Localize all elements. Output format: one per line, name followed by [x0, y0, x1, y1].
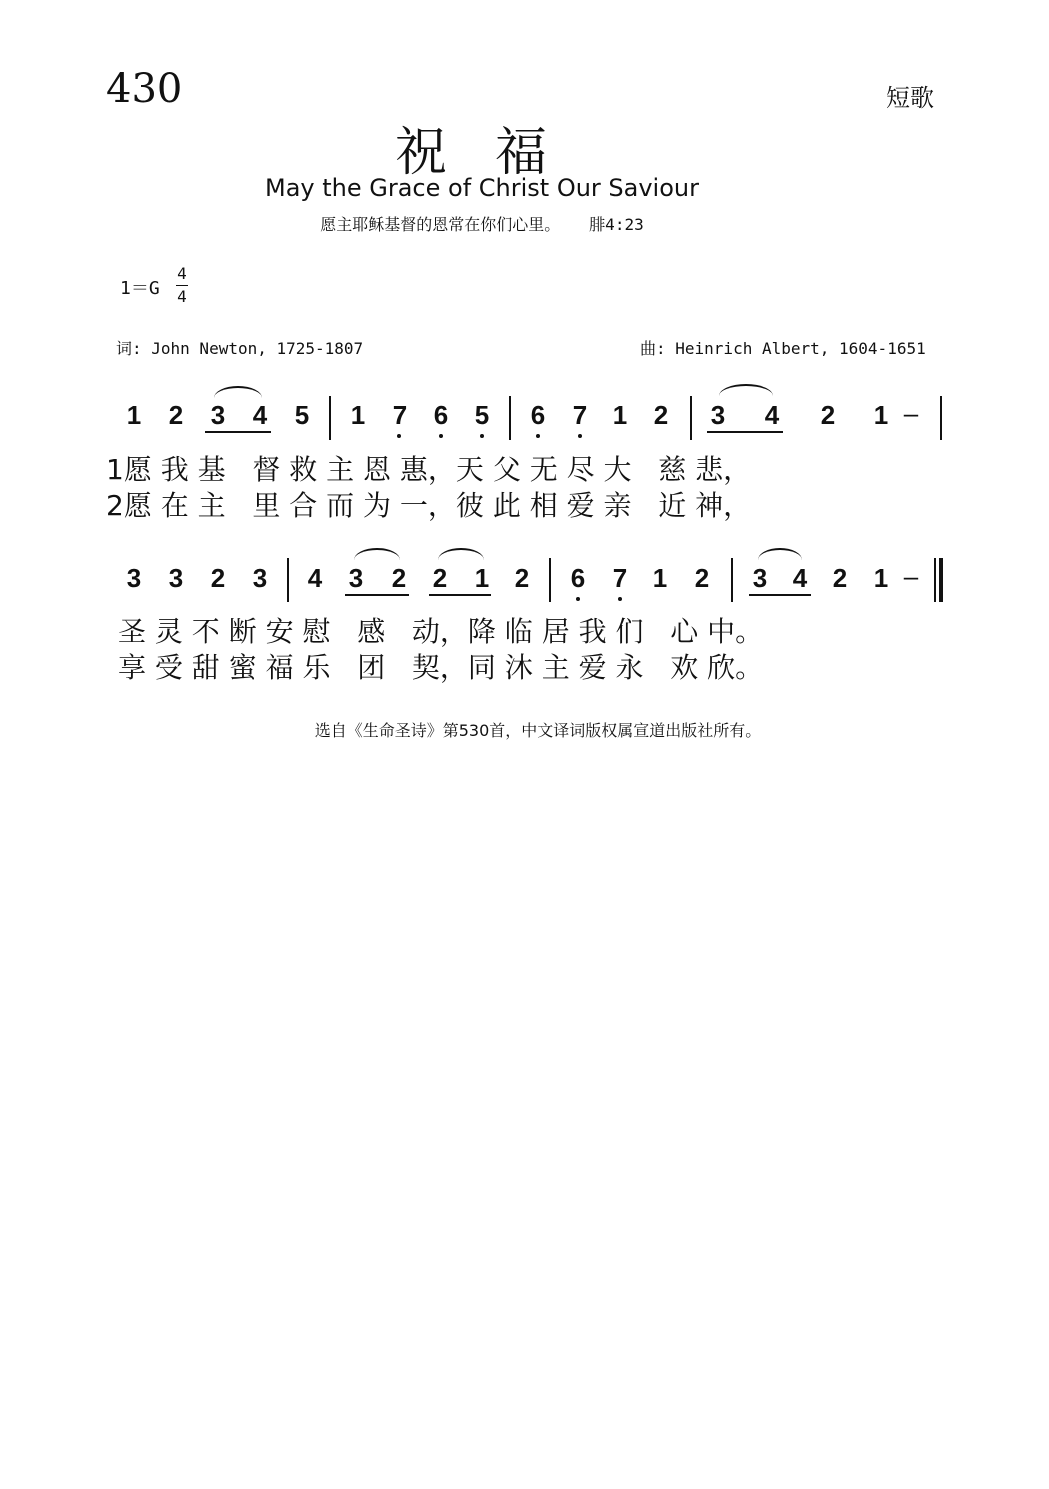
note: 2: [694, 563, 710, 593]
note: 2: [832, 563, 848, 593]
underline-beam: [345, 594, 409, 596]
low-octave-dot: [578, 434, 582, 438]
underline-beam: [707, 431, 783, 433]
low-octave-dot: [480, 434, 484, 438]
note: 7: [572, 400, 588, 430]
note-extension: –: [903, 561, 919, 591]
low-octave-dot: [439, 434, 443, 438]
note: 3: [168, 563, 184, 593]
title-chinese: 祝福: [394, 123, 595, 183]
lyrics-line-2-verse-1: 圣 灵 不 断 安 慰 感 动，降 临 居 我 们 心 中。: [118, 615, 764, 648]
note: 2: [820, 400, 836, 430]
slur-arc: [719, 384, 773, 396]
bar-line: [731, 558, 733, 602]
note: 4: [307, 563, 323, 593]
time-signature-divider: [176, 285, 188, 286]
note: 5: [474, 400, 490, 430]
note: 5: [294, 400, 310, 430]
lyrics-line-1-verse-2: 2愿 在 主 里 合 而 为 一，彼 此 相 爱 亲 近 神，: [106, 489, 752, 522]
bar-line: [690, 396, 692, 440]
underline-beam: [749, 594, 811, 596]
note: 1: [126, 400, 142, 430]
title-english: May the Grace of Christ Our Saviour: [264, 174, 699, 202]
slur-arc: [758, 548, 802, 560]
slur-arc: [438, 548, 484, 560]
note: 1: [612, 400, 628, 430]
note: 6: [433, 400, 449, 430]
note: 6: [530, 400, 546, 430]
note: 1: [350, 400, 366, 430]
slur-arc: [354, 548, 400, 560]
note: 7: [392, 400, 408, 430]
low-octave-dot: [536, 434, 540, 438]
scripture-reference: 愿主耶稣基督的恩常在你们心里。 腓4:23: [320, 215, 644, 234]
underline-beam: [429, 594, 491, 596]
note: 2: [391, 563, 407, 593]
bar-line: [287, 558, 289, 602]
hymn-category: 短歌: [886, 84, 934, 112]
note: 2: [210, 563, 226, 593]
bar-line: [509, 396, 511, 440]
low-octave-dot: [397, 434, 401, 438]
note: 1: [474, 563, 490, 593]
final-bar-line: [934, 558, 936, 602]
note-extension: –: [903, 398, 919, 428]
note: 3: [210, 400, 226, 430]
note: 3: [252, 563, 268, 593]
note: 2: [653, 400, 669, 430]
hymn-number: 430: [106, 66, 183, 112]
low-octave-dot: [618, 597, 622, 601]
note: 6: [570, 563, 586, 593]
note: 4: [792, 563, 808, 593]
note: 2: [168, 400, 184, 430]
time-signature-bottom: 4: [177, 287, 187, 306]
note: 7: [612, 563, 628, 593]
note: 2: [432, 563, 448, 593]
copyright-note: 选自《生命圣诗》第530首，中文译词版权属宣道出版社所有。: [314, 721, 762, 740]
slur-arc: [214, 386, 262, 398]
low-octave-dot: [576, 597, 580, 601]
note: 3: [126, 563, 142, 593]
note: 2: [514, 563, 530, 593]
note: 3: [752, 563, 768, 593]
composer-credit: 曲: Heinrich Albert, 1604-1651: [640, 339, 926, 358]
note: 1: [873, 400, 889, 430]
lyricist-credit: 词: John Newton, 1725-1807: [116, 339, 364, 358]
bar-line: [940, 396, 942, 440]
underline-beam: [205, 431, 271, 433]
note: 4: [252, 400, 268, 430]
note: 1: [652, 563, 668, 593]
note: 3: [348, 563, 364, 593]
note: 3: [710, 400, 726, 430]
key-signature: 1＝G: [120, 278, 160, 299]
lyrics-line-2-verse-2: 享 受 甜 蜜 福 乐 团 契，同 沐 主 爱 永 欢 欣。: [118, 651, 764, 684]
final-bar-line-thick: [939, 558, 943, 602]
time-signature-top: 4: [177, 264, 187, 283]
lyrics-line-1-verse-1: 1愿 我 基 督 救 主 恩 惠，天 父 无 尽 大 慈 悲，: [106, 453, 752, 486]
note: 1: [873, 563, 889, 593]
time-signature: [176, 264, 188, 307]
bar-line: [549, 558, 551, 602]
bar-line: [329, 396, 331, 440]
note: 4: [764, 400, 780, 430]
